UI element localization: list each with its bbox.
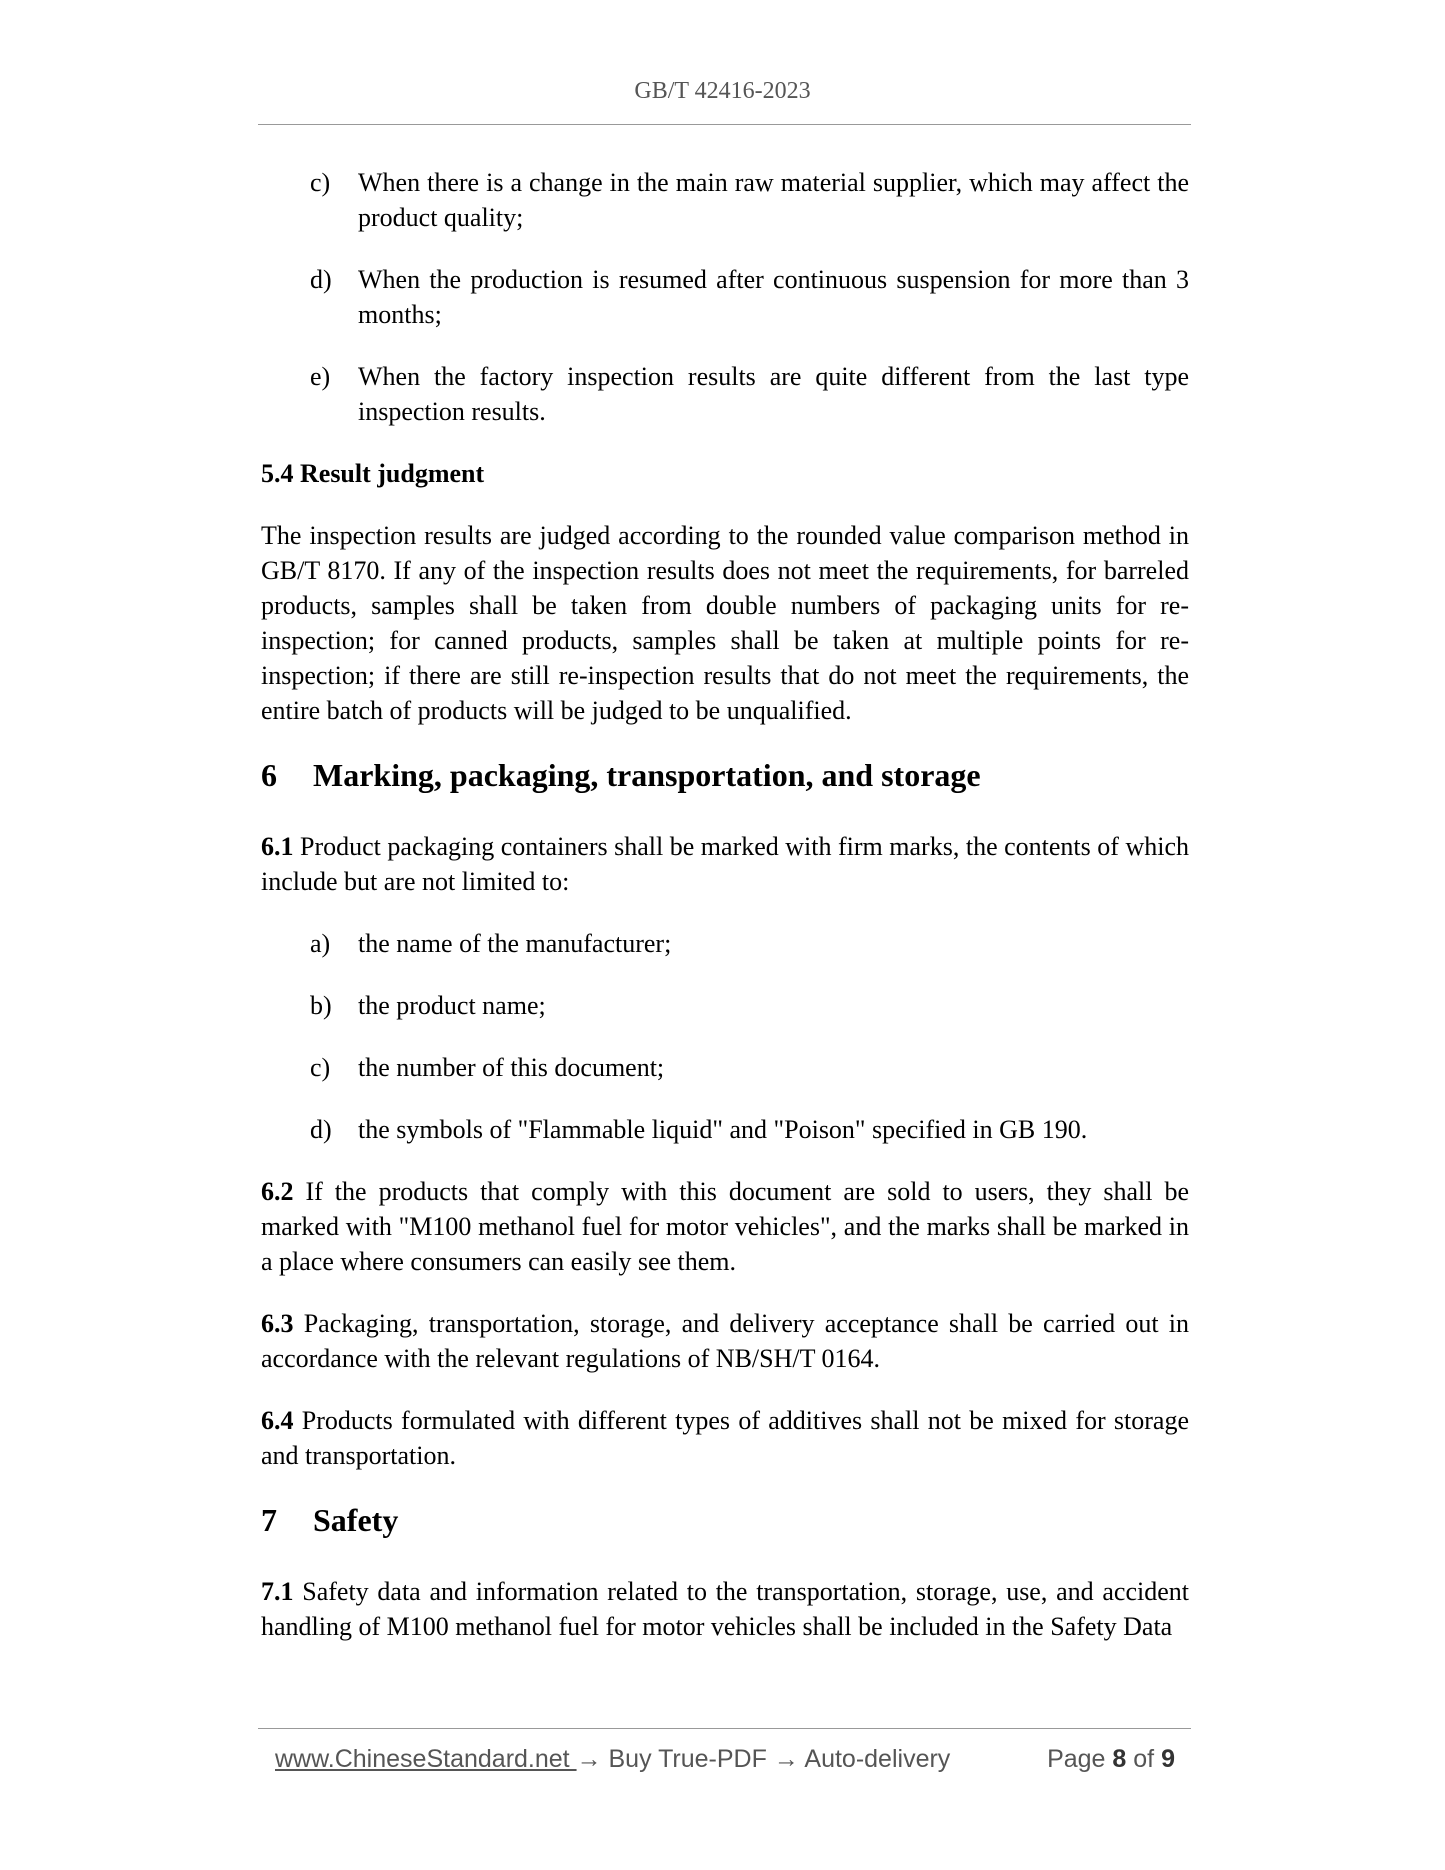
list-marker: b)	[310, 991, 332, 1020]
footer-left	[275, 1745, 950, 1774]
list-item	[261, 262, 1189, 332]
site-link[interactable]: www.ChineseStandard.net	[275, 1745, 577, 1773]
page-total: 9	[1161, 1745, 1175, 1773]
document-body	[261, 165, 1189, 1671]
list-marker: a)	[310, 929, 331, 958]
list-marker: c)	[310, 168, 331, 197]
page-indicator	[1047, 1745, 1175, 1774]
list-item-text: the symbols of "Flammable liquid" and "Poison" specified in GB 190.	[358, 1115, 1088, 1144]
list-marker: c)	[310, 1053, 331, 1082]
list-item-text: the product name;	[358, 991, 546, 1020]
buy-true-pdf-text: Buy True-PDF	[601, 1745, 774, 1773]
list-item	[261, 1112, 1189, 1147]
section-title: Marking, packaging, transportation, and storage	[313, 757, 981, 793]
section-heading-7	[261, 1500, 1189, 1540]
list-marker: d)	[310, 1115, 332, 1144]
auto-delivery-text: Auto-delivery	[798, 1745, 951, 1773]
clause-number: 6.4	[261, 1406, 294, 1435]
clause-text: Packaging, transportation, storage, and delivery acceptance shall be carried out in accordance with the relevant regulations of NB/SH/T 0164.	[261, 1309, 1189, 1373]
footer-rule	[258, 1728, 1191, 1729]
list-item	[261, 926, 1189, 961]
paragraph-6-4	[261, 1403, 1189, 1473]
list-item-text: the name of the manufacturer;	[358, 929, 672, 958]
of-label: of	[1133, 1745, 1155, 1773]
footer	[275, 1745, 1175, 1779]
header-standard-number: GB/T 42416-2023	[634, 78, 811, 104]
list-item-text: the number of this document;	[358, 1053, 665, 1082]
header-rule	[258, 124, 1191, 125]
list-item	[261, 988, 1189, 1023]
clause-text: Safety data and information related to the transportation, storage, use, and accident handling of M100 methanol fuel for motor vehicles shall be included in the Safety Data	[261, 1577, 1189, 1641]
page-label: Page	[1047, 1745, 1106, 1773]
paragraph-6-2	[261, 1174, 1189, 1279]
page-current: 8	[1112, 1745, 1127, 1773]
clause-text: Product packaging containers shall be marked with firm marks, the contents of which include but are not limited to:	[261, 832, 1189, 896]
clause-number: 6.3	[261, 1309, 294, 1338]
list-item	[261, 165, 1189, 235]
arrow-right-icon: →	[576, 1745, 602, 1773]
paragraph-7-1	[261, 1574, 1189, 1644]
paragraph-5-4: The inspection results are judged according to the rounded value comparison method in GB/T 8170. If any of the inspection results does not meet the requirements, for barreled products, samples shall be taken from double numbers of packaging units for re-inspection; for canned products, samples shall be taken at multiple points for re-inspection; if there are still re-inspection results that do not meet the requirements, the entire batch of products will be judged to be unqualified.	[261, 521, 1189, 725]
section-number: 7	[261, 1502, 277, 1538]
section-heading-6	[261, 755, 1189, 795]
section-title: Safety	[313, 1502, 399, 1538]
paragraph-6-3	[261, 1306, 1189, 1376]
list-marker: d)	[310, 265, 332, 294]
paragraph-6-1	[261, 829, 1189, 899]
clause-number: 6.2	[261, 1177, 294, 1206]
section-number: 6	[261, 757, 277, 793]
clause-number: 7.1	[261, 1577, 294, 1606]
clause-text: If the products that comply with this document are sold to users, they shall be marked with "M100 methanol fuel for motor vehicles", and the marks shall be marked in a place where consumers can easily see them.	[261, 1177, 1189, 1276]
list-marker: e)	[310, 362, 331, 391]
list-item-text: When there is a change in the main raw material supplier, which may affect the product quality;	[358, 168, 1189, 232]
list-item	[261, 359, 1189, 429]
clause-number: 6.1	[261, 832, 294, 861]
list-item-text: When the production is resumed after continuous suspension for more than 3 months;	[358, 265, 1189, 329]
clause-text: Products formulated with different types of additives shall not be mixed for storage and transportation.	[261, 1406, 1189, 1470]
list-item	[261, 1050, 1189, 1085]
arrow-right-icon: →	[773, 1745, 799, 1773]
subsection-heading-5-4: 5.4 Result judgment	[261, 459, 485, 488]
list-item-text: When the factory inspection results are quite different from the last type inspection results.	[358, 362, 1189, 426]
